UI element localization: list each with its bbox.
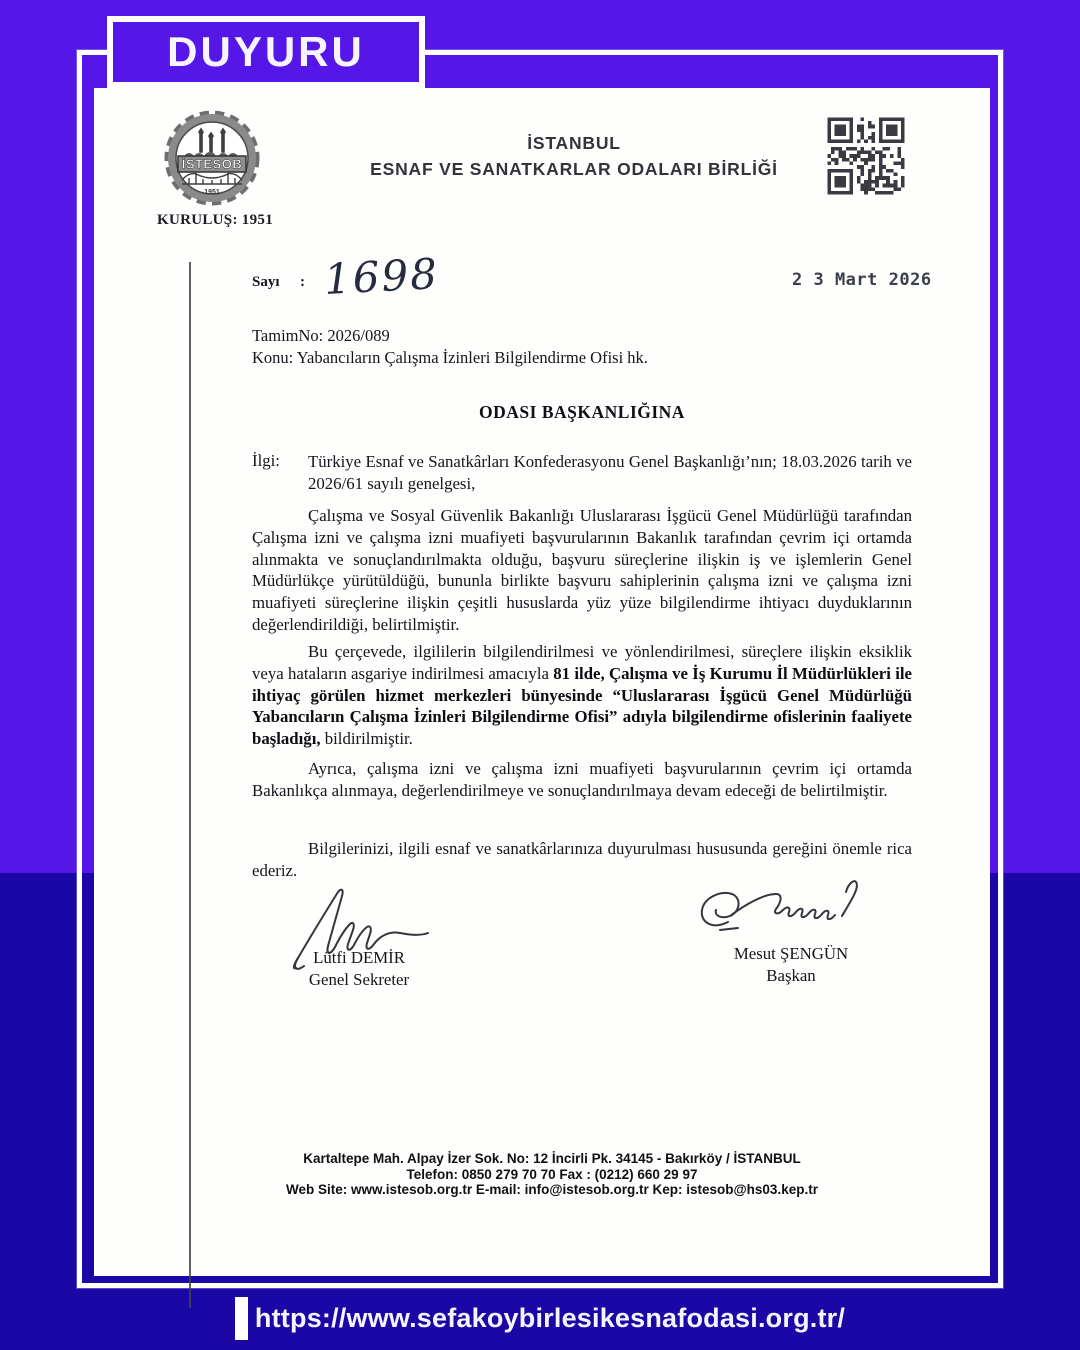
banner-title: DUYURU	[167, 28, 365, 75]
website-url[interactable]: https://www.sefakoybirlesikesnafodasi.org.tr/	[254, 1302, 846, 1333]
paragraph-2-bold: 81 ilde, Çalışma ve İş Kurumu İl Müdürlükleri ile ihtiyaç görülen hizmet merkezleri bünyesinde “Uluslararası İşgücü Genel Müdürlüğü Yabancıların Çalışma İzinleri Bilgilendirme Ofisi” adıyla bilgilendirme ofislerinin faaliyete başladığı,	[252, 663, 912, 749]
sayi-colon: :	[300, 274, 305, 290]
sayi-label: Sayı	[252, 274, 280, 290]
konu-line: Konu: Yabancıların Çalışma İzinleri Bilgilendirme Ofisi hk.	[252, 348, 648, 367]
paragraph-2-end: bildirilmiştir.	[320, 729, 413, 749]
paragraph-2-start: Bu çerçevede, ilgililerin bilgilendirilmesi ve yönlendirilmesi, süreçlere ilişkin eksiklik veya hataların asgariye indirilmesi amacıyla	[252, 642, 912, 683]
founded-label: KURULUŞ: 1951	[157, 212, 273, 228]
signature-right-icon	[694, 878, 884, 950]
ilgi-text: Türkiye Esnaf ve Sanatkârları Konfederasyonu Genel Başkanlığı’nın; 18.03.2026 tarih ve 2026/61 sayılı genelgesi,	[308, 452, 912, 493]
signer-left-title: Genel Sekreter	[308, 970, 410, 989]
reference-row	[252, 249, 932, 310]
ilgi-block	[252, 451, 912, 494]
contact-footer	[212, 1151, 892, 1198]
footer-address: Kartaltepe Mah. Alpay İzer Sok. No: 12 İncirli Pk. 34145 - Bakırköy / İSTANBUL	[303, 1151, 801, 1166]
signer-right-name: Mesut ŞENGÜN	[733, 944, 849, 963]
logo-abbr-text: İSTESOB	[181, 156, 243, 172]
url-accent-bar	[235, 1297, 248, 1340]
salutation: ODASI BAŞKANLIĞINA	[479, 402, 685, 422]
date-stamp: 2 3 Mart 2026	[792, 270, 932, 290]
logo-year-text: 1951	[204, 189, 220, 196]
ilgi-label: İlgi:	[252, 451, 280, 470]
qr-code-icon	[820, 110, 912, 202]
footer-phone-fax: Telefon: 0850 279 70 70 Fax : (0212) 660 29 97	[406, 1166, 698, 1182]
org-title-line2: ESNAF VE SANATKARLAR ODALARI BİRLİĞİ	[370, 159, 778, 179]
footer-web-line: Web Site: www.istesob.org.tr E-mail: info@istesob.org.tr Kep: istesob@hs03.kep.tr	[286, 1182, 818, 1197]
paragraph-1: Çalışma ve Sosyal Güvenlik Bakanlığı Uluslararası İşgücü Genel Müdürlüğü tarafından Çalışma izni ve çalışma izni muafiyeti başvurularının Bakanlık tarafından çevrim içi ortamda alınmakta ve sonuçlandırılmakta olduğu, başvuru süreçlerine ilişkin iş ve işlemlerin Genel Müdürlükçe yürütüldüğü, bununla birlikte başvuru sahiplerinin çalışma izni ve çalışma izni muafiyeti süreçlerine ilişkin çeşitli hususlarda yüz yüze bilgilendirme ihtiyacı duyduklarının değerlendirildiği, belirtilmiştir.	[252, 506, 912, 634]
scan-fold-line	[189, 262, 191, 1308]
bottom-url-bar	[0, 1286, 1080, 1350]
sayi-handwritten-number: 1698	[322, 249, 441, 304]
signer-left-name: Lütfi DEMİR	[313, 948, 405, 967]
paragraph-2	[252, 641, 912, 750]
org-title	[224, 130, 924, 182]
paragraph-3: Ayrıca, çalışma izni ve çalışma izni muafiyeti başvurularının çevrim içi ortamda Bakanlıkça alınmaya, değerlendirilmeye ve sonuçlandırılmaya devam edeceği de belirtilmiştir.	[252, 759, 912, 800]
tamim-no: TamimNo: 2026/089	[252, 326, 390, 345]
org-title-line1: İSTANBUL	[527, 133, 621, 153]
announcement-banner	[107, 16, 425, 88]
letter-document	[94, 88, 990, 1276]
paragraph-4: Bilgilerinizi, ilgili esnaf ve sanatkârlarınıza duyurulması hususunda gereğini önemle rica ederiz.	[252, 839, 912, 880]
signer-right-title: Başkan	[766, 966, 816, 985]
